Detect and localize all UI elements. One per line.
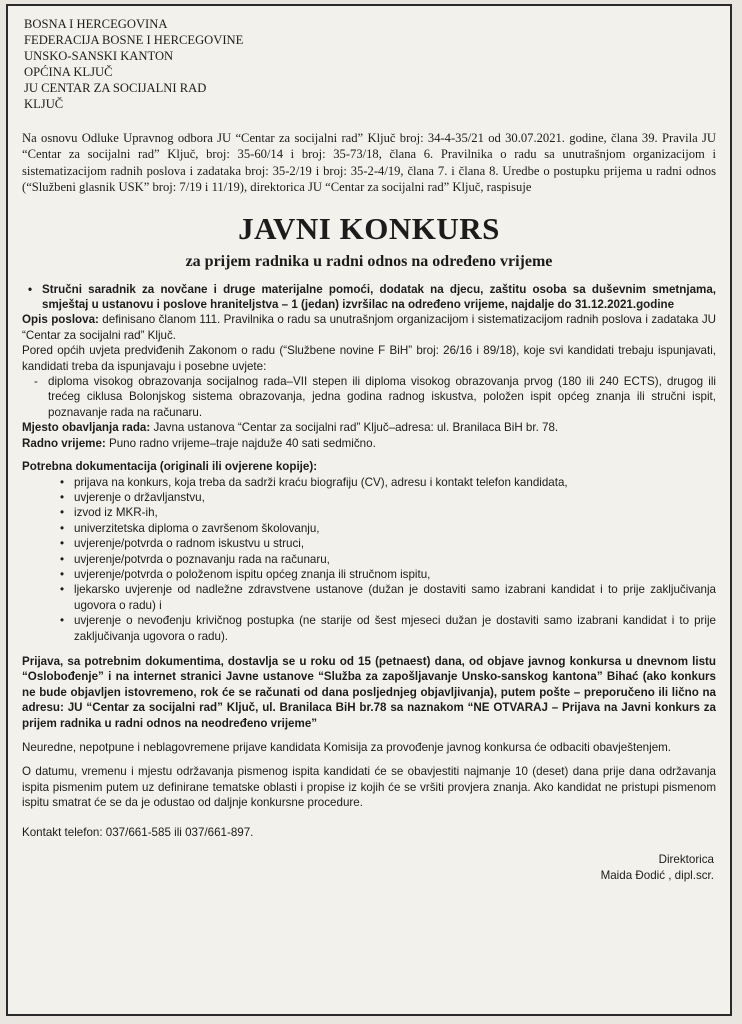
- header-line: UNSKO-SANSKI KANTON: [24, 49, 174, 63]
- announcement-body: [22, 282, 716, 884]
- workplace: [22, 420, 716, 435]
- incomplete-applications-note: Neuredne, nepotpune i neblagovremene prijave kandidata Komisija za provođenje javnog konkursa će odbaciti obavještenjem.: [22, 741, 672, 754]
- signature-block: [22, 852, 714, 884]
- work-time-text: Puno radno vrijeme–traje najduže 40 sati sedmično.: [105, 436, 376, 450]
- documents-list: [22, 475, 716, 644]
- conditions-intro: Pored općih uvjeta predviđenih Zakonom o radu (“Službene novine F BiH” broj: 26/16 i 89/18), koje svi kandidati trebaju ispunjavati, kandidati treba da ispunjavaju i posebne uvjete:: [22, 344, 716, 373]
- signature-role: Direktorica: [658, 853, 714, 867]
- special-condition-item: [34, 374, 716, 420]
- header-line: KLJUČ: [24, 97, 64, 111]
- bullet-icon: •: [28, 282, 33, 296]
- list-item: • uvjerenje/potvrda o položenom ispitu općeg znanja ili stručnom ispitu,: [74, 567, 716, 582]
- list-item: • uvjerenje o nevođenju krivičnog postupka (ne starije od šest mjeseci dužan je dostaviti samo izabrani kandidat i to prije zaključivanja ugovora o radu).: [74, 613, 716, 644]
- workplace-text: Javna ustanova “Centar za socijalni rad” Ključ–adresa: ul. Branilaca BiH br. 78.: [150, 421, 559, 435]
- job-description: [22, 312, 716, 343]
- header-line: OPĆINA KLJUČ: [24, 65, 113, 79]
- position-item: [28, 282, 716, 313]
- legal-basis-intro: Na osnovu Odluke Upravnog odbora JU “Centar za socijalni rad” Ključ broj: 34-4-35/21 od 30.07.2021. godine, člana 39. Pravila JU “Centar za socijalni rad” Ključ, broj: 35-60/14 i broj: 35-73/18, člana 6. Pravilnika o radu sa unutrašnjom organizacijom i sistematizacijom radnih poslova i zadataka broj: 35-2/19 i broj: 35-2-4/19, člana 7. i člana 8. Uredbe o postupku prijema u radni odnos (“Službeni glasnik USK” broj: 7/19 i 11/19), direktorica JU “Centar za socijalni rad” Ključ, raspisuje: [22, 131, 716, 195]
- list-item: • univerzitetska diploma o završenom školovanju,: [74, 521, 716, 536]
- application-instructions: Prijava, sa potrebnim dokumentima, dostavlja se u roku od 15 (petnaest) dana, od objave javnog konkursa u dnevnom listu “Oslobođenje” i na internet stranici Javne ustanove “Služba za zapošljavanje Unsko-sanskog kantona” Bihać (ako konkurs ne bude objavljen istovremeno, rok će se računati od dana posljednjeg objavljivanja), putem pošte – preporučeno ili lično na adresu: JU “Centar za socijalni rad” Ključ, ul. Branilaca BiH br.78 sa naznakom “NE OTVARAJ – Prijava na Javni konkurs za prijem radnika u radni odnos na neodređeno vrijeme”: [22, 654, 716, 730]
- job-description-label: Opis poslova:: [22, 313, 99, 327]
- page-title: JAVNI KONKURS: [238, 210, 500, 246]
- list-item: • izvod iz MKR-ih,: [74, 505, 716, 520]
- announcement-page: [6, 4, 732, 1016]
- list-item: • uvjerenje/potvrda o radnom iskustvu u struci,: [74, 536, 716, 551]
- header-line: BOSNA I HERCEGOVINA: [24, 17, 168, 31]
- work-time: [22, 436, 716, 451]
- exam-note: O datumu, vremenu i mjestu održavanja pismenog ispita kandidati će se obavjestiti najmanje 10 (deset) dana prije dana održavanja ispita pismenim putem uz definirane tematske oblasti i propise iz kojih će se vršiti provjera znanja. Ako kandidat ne pristupi pismenom ispitu smatrat će se da je odustao od daljnje konkursne procedure.: [22, 765, 716, 810]
- dash-icon: -: [34, 375, 38, 389]
- institution-header: [24, 16, 716, 112]
- special-condition-text: diploma visokog obrazovanja socijalnog rada–VII stepen ili diploma visokog obrazovanja prvog (180 ili 240 ECTS), drugog ili trećeg ciklusa Bolonjskog sistema obrazovanja, jedna godina radnog iskustva, položen ispit općeg znanja ili stručni ispit, poznavanje rada na računaru.: [48, 375, 716, 419]
- header-line: JU CENTAR ZA SOCIJALNI RAD: [24, 81, 207, 95]
- workplace-label: Mjesto obavljanja rada:: [22, 421, 151, 435]
- list-item: • uvjerenje o državljanstvu,: [74, 490, 716, 505]
- contact-phone: Kontakt telefon: 037/661-585 ili 037/661-897.: [22, 825, 254, 839]
- list-item: • uvjerenje/potvrda o poznavanju rada na računaru,: [74, 552, 716, 567]
- documents-title: Potrebna dokumentacija (originali ili ovjerene kopije):: [22, 460, 318, 474]
- list-item: • prijava na konkurs, koja treba da sadrži kraću biografiju (CV), adresu i kontakt telefon kandidata,: [74, 475, 716, 490]
- header-line: FEDERACIJA BOSNE I HERCEGOVINE: [24, 33, 244, 47]
- signature-name: Maida Đodić , dipl.scr.: [600, 869, 714, 883]
- list-item: • ljekarsko uvjerenje od nadležne zdravstvene ustanove (dužan je dostaviti samo izabrani kandidat i to prije zaključivanja ugovora o radu) i: [74, 582, 716, 613]
- work-time-label: Radno vrijeme:: [22, 436, 106, 450]
- position-text: Stručni saradnik za novčane i druge materijalne pomoći, dodatak na djecu, zaštitu osoba sa duševnim smetnjama, smještaj u ustanovu i poslove hraniteljstva – 1 (jedan) izvršilac na određeno vrijeme, najdalje do 31.12.2021.godine: [42, 282, 716, 312]
- job-description-text: definisano članom 111. Pravilnika o radu sa unutrašnjom organizacijom i sistematizacijom radnih poslova i zadataka JU “Centar za socijalni rad” Ključ.: [22, 313, 716, 342]
- page-subtitle: za prijem radnika u radni odnos na određeno vrijeme: [185, 252, 553, 270]
